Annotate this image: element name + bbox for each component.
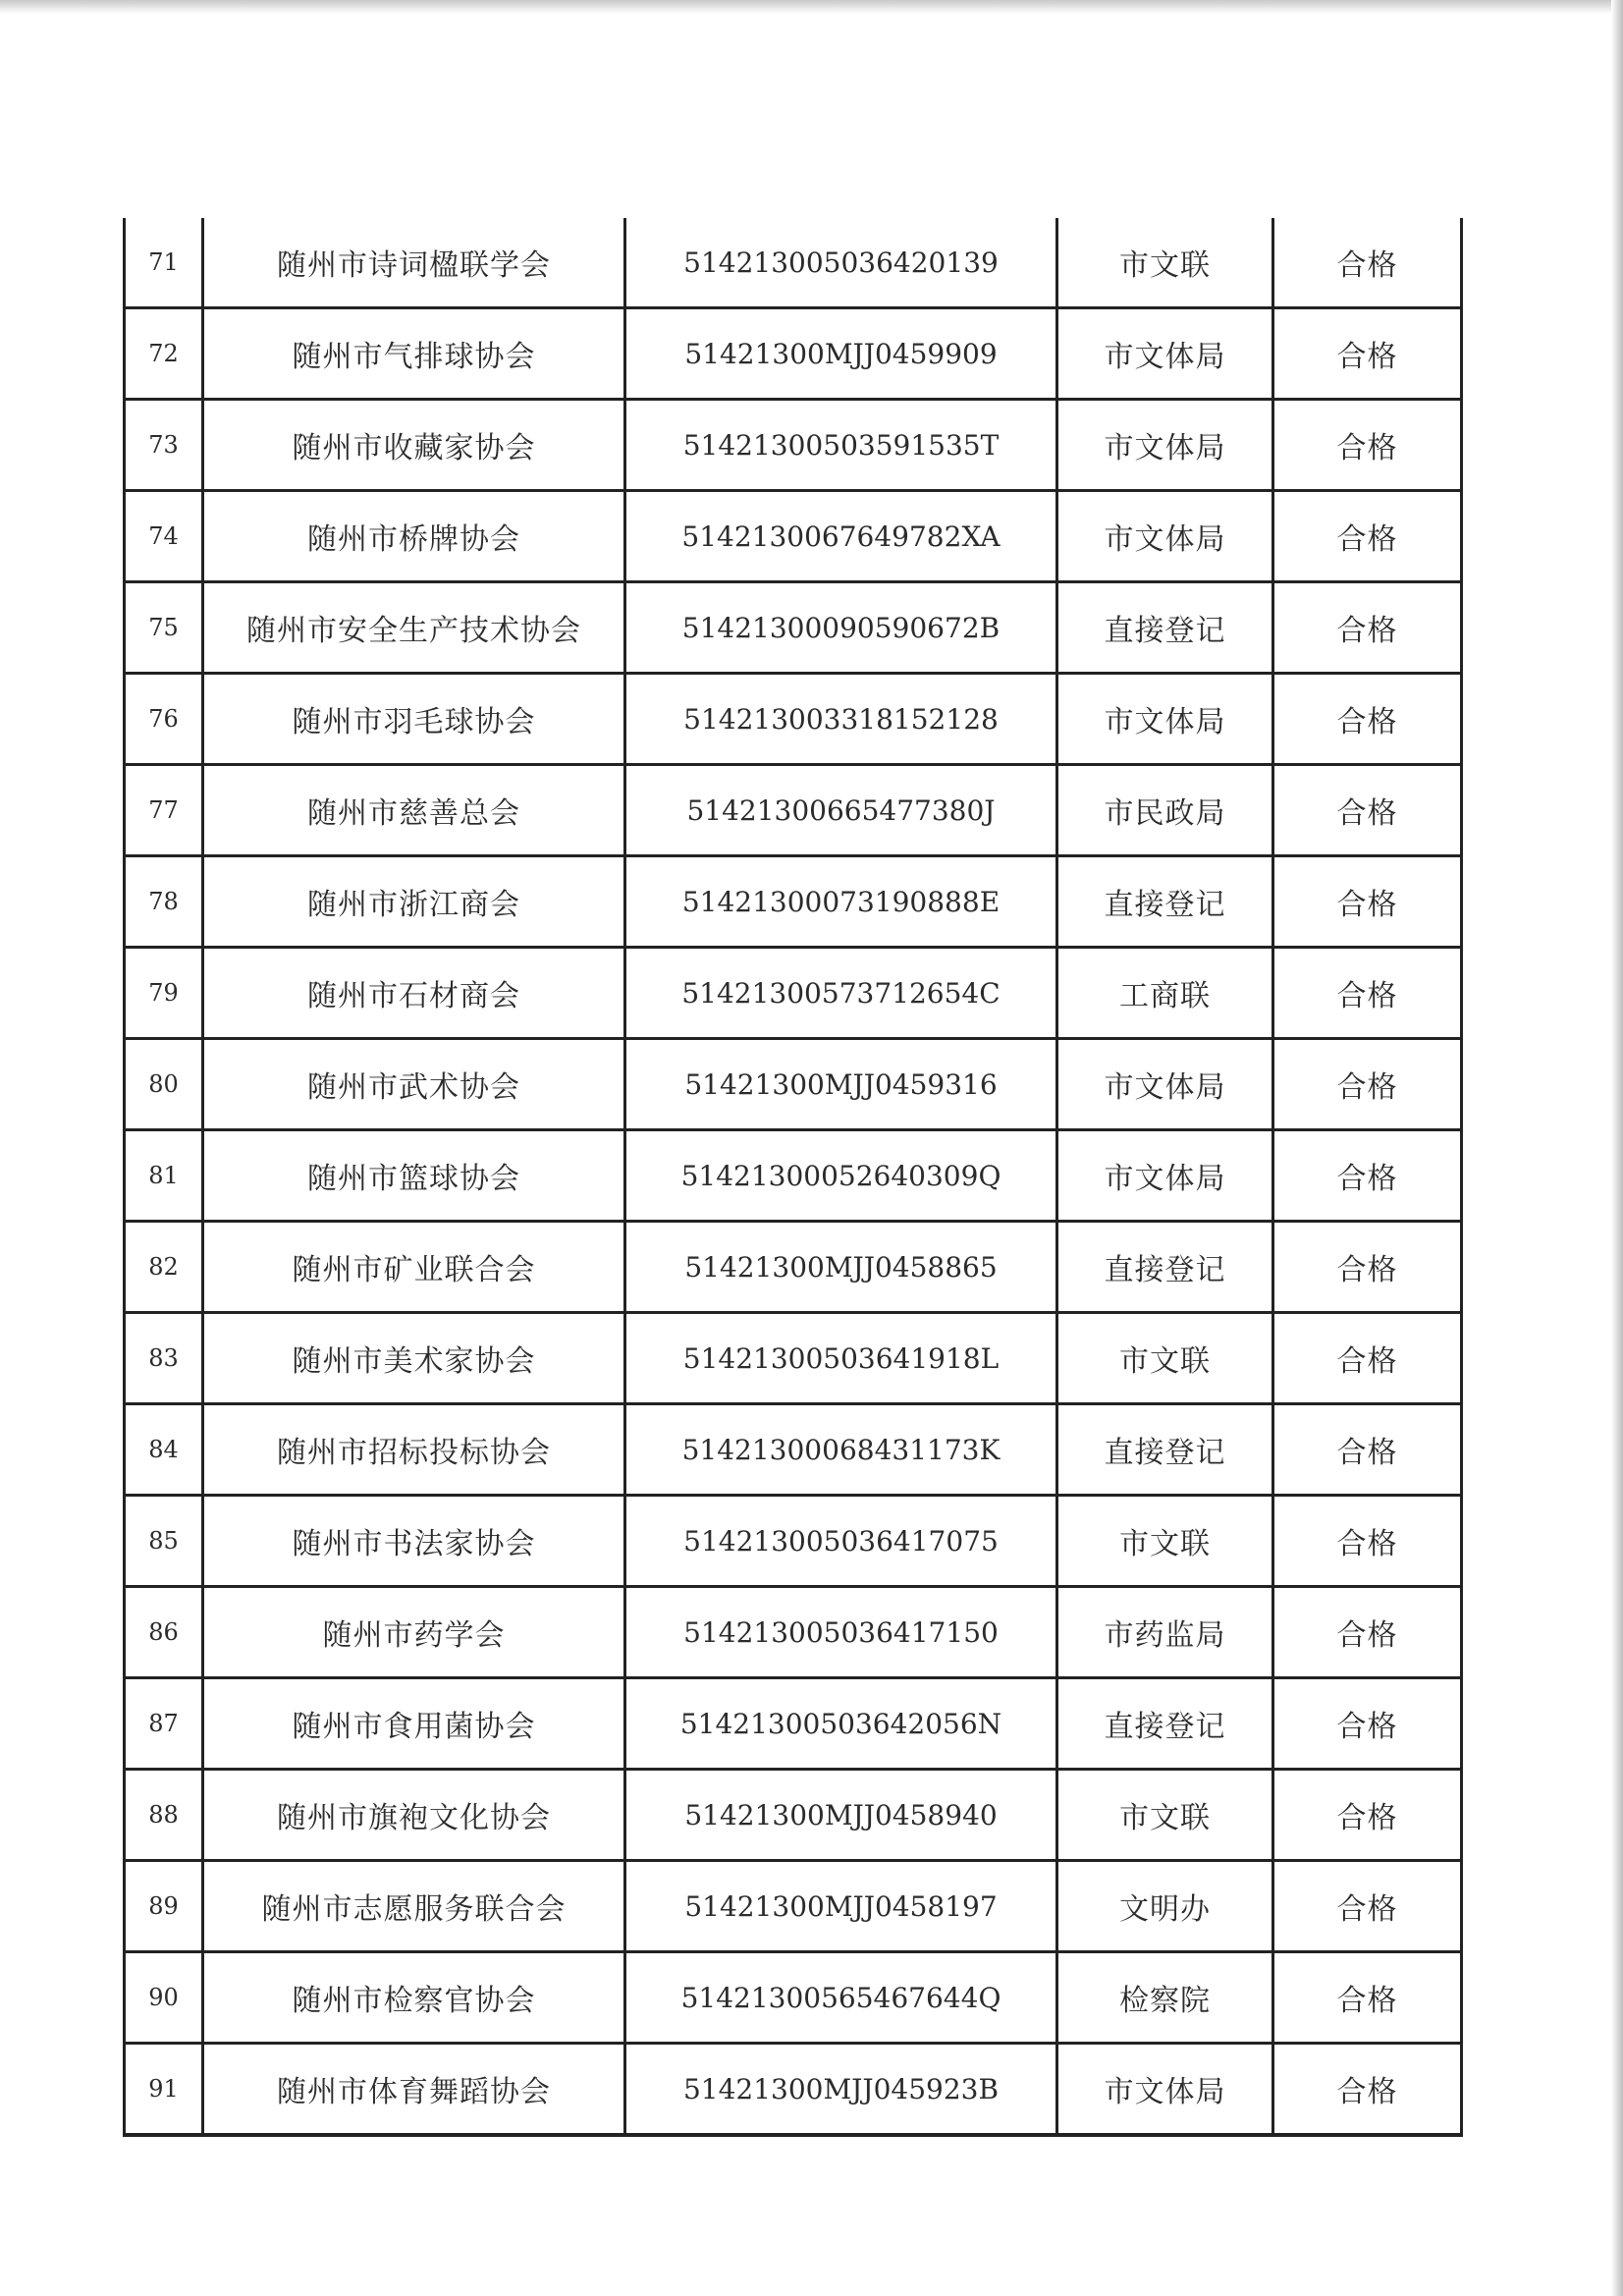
row-number: 71 (125, 218, 203, 308)
table-row (125, 218, 1462, 308)
supervising-unit: 直接登记 (1057, 1678, 1273, 1770)
credit-code: 51421300MJJ0458197 (625, 1861, 1057, 1952)
inspection-result: 合格 (1273, 765, 1462, 856)
supervising-unit: 市文体局 (1057, 674, 1273, 765)
supervising-unit: 市文联 (1057, 1313, 1273, 1404)
table-row (125, 1039, 1462, 1130)
row-number: 72 (125, 308, 203, 400)
table-row (125, 674, 1462, 765)
credit-code: 51421300565467644Q (625, 1952, 1057, 2044)
credit-code: 51421300MJJ0459909 (625, 308, 1057, 400)
supervising-unit: 市文联 (1057, 1496, 1273, 1587)
row-number: 82 (125, 1222, 203, 1313)
organization-name: 随州市矿业联合会 (203, 1222, 625, 1313)
organization-name: 随州市羽毛球协会 (203, 674, 625, 765)
table-row (125, 1952, 1462, 2044)
row-number: 73 (125, 400, 203, 491)
supervising-unit: 市文联 (1057, 1770, 1273, 1861)
organization-name: 随州市食用菌协会 (203, 1678, 625, 1770)
inspection-result: 合格 (1273, 308, 1462, 400)
table-row (125, 1404, 1462, 1496)
table-row (125, 1130, 1462, 1222)
row-number: 86 (125, 1587, 203, 1678)
scan-top-edge (0, 0, 1623, 14)
row-number: 88 (125, 1770, 203, 1861)
supervising-unit: 工商联 (1057, 948, 1273, 1039)
inspection-result: 合格 (1273, 948, 1462, 1039)
inspection-result: 合格 (1273, 400, 1462, 491)
inspection-result: 合格 (1273, 1313, 1462, 1404)
inspection-result: 合格 (1273, 1678, 1462, 1770)
row-number: 75 (125, 582, 203, 674)
credit-code: 514213005036417150 (625, 1587, 1057, 1678)
row-number: 90 (125, 1952, 203, 2044)
credit-code: 51421300MJJ0458865 (625, 1222, 1057, 1313)
row-number: 78 (125, 856, 203, 948)
supervising-unit: 市文体局 (1057, 1039, 1273, 1130)
credit-code: 51421300503642056N (625, 1678, 1057, 1770)
inspection-result: 合格 (1273, 1952, 1462, 2044)
table-row (125, 1313, 1462, 1404)
inspection-result: 合格 (1273, 1861, 1462, 1952)
table-row (125, 765, 1462, 856)
table-row (125, 400, 1462, 491)
table-row (125, 856, 1462, 948)
row-number: 84 (125, 1404, 203, 1496)
table-row (125, 948, 1462, 1039)
row-number: 77 (125, 765, 203, 856)
organization-name: 随州市体育舞蹈协会 (203, 2044, 625, 2136)
credit-code: 51421300573712654C (625, 948, 1057, 1039)
document-page (123, 218, 1460, 2137)
inspection-result: 合格 (1273, 674, 1462, 765)
credit-code: 51421300073190888E (625, 856, 1057, 948)
credit-code: 514213003318152128 (625, 674, 1057, 765)
supervising-unit: 直接登记 (1057, 856, 1273, 948)
row-number: 76 (125, 674, 203, 765)
organization-name: 随州市武术协会 (203, 1039, 625, 1130)
supervising-unit: 市民政局 (1057, 765, 1273, 856)
table-row (125, 2044, 1462, 2136)
row-number: 91 (125, 2044, 203, 2136)
credit-code: 51421300MJJ0458940 (625, 1770, 1057, 1861)
organization-name: 随州市桥牌协会 (203, 491, 625, 582)
table-row (125, 1770, 1462, 1861)
supervising-unit: 市文体局 (1057, 1130, 1273, 1222)
organization-name: 随州市浙江商会 (203, 856, 625, 948)
table-body (125, 218, 1462, 2135)
organization-name: 随州市检察官协会 (203, 1952, 625, 2044)
row-number: 79 (125, 948, 203, 1039)
row-number: 87 (125, 1678, 203, 1770)
credit-code: 514213005036420139 (625, 218, 1057, 308)
scan-right-edge (1611, 0, 1623, 2296)
credit-code: 51421300090590672B (625, 582, 1057, 674)
row-number: 80 (125, 1039, 203, 1130)
credit-code: 51421300503591535T (625, 400, 1057, 491)
credit-code: 51421300503641918L (625, 1313, 1057, 1404)
supervising-unit: 市药监局 (1057, 1587, 1273, 1678)
organization-name: 随州市诗词楹联学会 (203, 218, 625, 308)
row-number: 74 (125, 491, 203, 582)
inspection-result: 合格 (1273, 1587, 1462, 1678)
supervising-unit: 直接登记 (1057, 1404, 1273, 1496)
table-row (125, 1496, 1462, 1587)
credit-code: 51421300052640309Q (625, 1130, 1057, 1222)
organization-name: 随州市旗袍文化协会 (203, 1770, 625, 1861)
organization-name: 随州市篮球协会 (203, 1130, 625, 1222)
credit-code: 514213005036417075 (625, 1496, 1057, 1587)
organization-name: 随州市药学会 (203, 1587, 625, 1678)
supervising-unit: 市文体局 (1057, 491, 1273, 582)
supervising-unit: 直接登记 (1057, 1222, 1273, 1313)
supervising-unit: 市文联 (1057, 218, 1273, 308)
row-number: 85 (125, 1496, 203, 1587)
table-row (125, 1678, 1462, 1770)
inspection-result: 合格 (1273, 1039, 1462, 1130)
supervising-unit: 市文体局 (1057, 400, 1273, 491)
table-row (125, 1222, 1462, 1313)
table-row (125, 1861, 1462, 1952)
organization-name: 随州市收藏家协会 (203, 400, 625, 491)
inspection-result: 合格 (1273, 856, 1462, 948)
credit-code: 51421300MJJ0459316 (625, 1039, 1057, 1130)
supervising-unit: 市文体局 (1057, 308, 1273, 400)
inspection-result: 合格 (1273, 1770, 1462, 1861)
supervising-unit: 检察院 (1057, 1952, 1273, 2044)
organization-name: 随州市气排球协会 (203, 308, 625, 400)
row-number: 89 (125, 1861, 203, 1952)
credit-code: 51421300MJJ045923B (625, 2044, 1057, 2136)
row-number: 83 (125, 1313, 203, 1404)
credit-code: 51421300068431173K (625, 1404, 1057, 1496)
organizations-table (123, 218, 1463, 2137)
organization-name: 随州市书法家协会 (203, 1496, 625, 1587)
supervising-unit: 直接登记 (1057, 582, 1273, 674)
organization-name: 随州市美术家协会 (203, 1313, 625, 1404)
organization-name: 随州市慈善总会 (203, 765, 625, 856)
credit-code: 51421300665477380J (625, 765, 1057, 856)
organization-name: 随州市招标投标协会 (203, 1404, 625, 1496)
table-row (125, 308, 1462, 400)
organization-name: 随州市志愿服务联合会 (203, 1861, 625, 1952)
inspection-result: 合格 (1273, 218, 1462, 308)
inspection-result: 合格 (1273, 2044, 1462, 2136)
table-row (125, 491, 1462, 582)
inspection-result: 合格 (1273, 582, 1462, 674)
inspection-result: 合格 (1273, 1404, 1462, 1496)
organization-name: 随州市安全生产技术协会 (203, 582, 625, 674)
inspection-result: 合格 (1273, 1222, 1462, 1313)
table-row (125, 582, 1462, 674)
organization-name: 随州市石材商会 (203, 948, 625, 1039)
inspection-result: 合格 (1273, 1130, 1462, 1222)
table-row (125, 1587, 1462, 1678)
supervising-unit: 市文体局 (1057, 2044, 1273, 2136)
credit-code: 5142130067649782XA (625, 491, 1057, 582)
inspection-result: 合格 (1273, 1496, 1462, 1587)
inspection-result: 合格 (1273, 491, 1462, 582)
supervising-unit: 文明办 (1057, 1861, 1273, 1952)
row-number: 81 (125, 1130, 203, 1222)
